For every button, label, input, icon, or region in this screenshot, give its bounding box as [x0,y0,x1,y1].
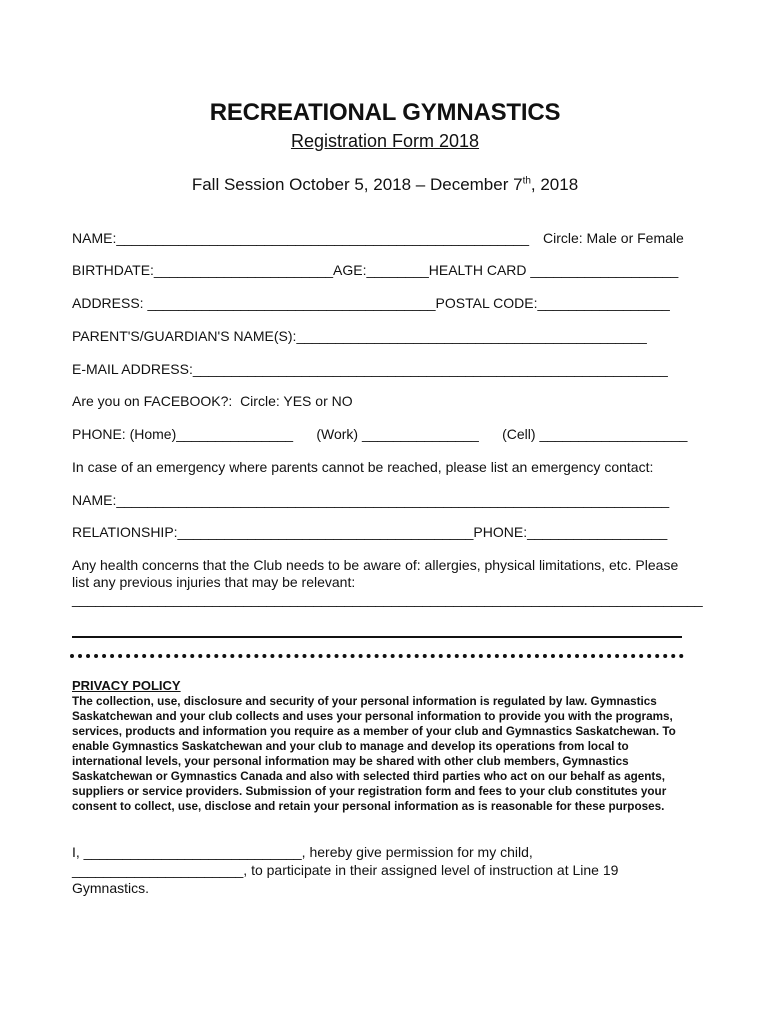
emergency-relationship-phone-field[interactable]: RELATIONSHIP:______________________________________PHONE:__________________ [72,524,668,540]
session-dates [0,175,770,195]
section-divider [70,654,684,658]
session-dates-text: Fall Session October 5, 2018 – December 7 [191,175,523,194]
session-dates-year: , 2018 [530,175,579,194]
consent-statement [72,843,684,897]
form-subtitle: Registration Form 2018 [290,131,480,151]
emergency-name-field[interactable]: NAME:_______________________________________________________________________ [72,492,670,508]
email-field[interactable]: E-MAIL ADDRESS:_____________________________________________________________ [72,361,668,377]
health-concerns-prompt: Any health concerns that the Club needs to be aware of: allergies, physical limitations, etc. Please list any previous injuries that may be relevant: [72,557,679,590]
session-dates-superscript: th [522,175,531,187]
birthdate-age-healthcard-field[interactable]: BIRTHDATE:_______________________AGE:________HEALTH CARD ___________________ [72,262,679,278]
consent-line-end: Gymnastics. [72,880,150,896]
name-field[interactable]: NAME:_____________________________________________________ [72,230,530,246]
consent-line-child[interactable]: ______________________, to participate in their assigned level of instruction at Line 19 [72,862,619,878]
form-title: RECREATIONAL GYMNASTICS [209,99,561,126]
health-concerns-line-2[interactable] [72,636,682,638]
privacy-policy-heading: PRIVACY POLICY [72,678,181,693]
address-postal-field[interactable]: ADDRESS: _____________________________________POSTAL CODE:_________________ [72,295,670,311]
phone-fields[interactable]: PHONE: (Home)_______________ (Work) _______________ (Cell) ___________________ [72,426,688,442]
guardian-name-field[interactable]: PARENT'S/GUARDIAN'S NAME(S):_____________________________________________ [72,328,647,344]
emergency-intro: In case of an emergency where parents cannot be reached, please list an emergency contact: [72,459,654,475]
consent-line-parent[interactable]: I, ____________________________, hereby give permission for my child, [72,844,533,860]
facebook-question[interactable]: Are you on FACEBOOK?: Circle: YES or NO [72,393,353,409]
privacy-policy-text: The collection, use, disclosure and security of your personal information is regulated by law. Gymnastics Saskatchewan and your club collects and uses your personal information to provide you with the programs, services, products and information you require as a member of your club and Gymnastics Saskatchewan. To enable Gymnastics Saskatchewan and your club to manage and develop its operations from local to international levels, your personal information may be shared with other club members, Gymnastics Saskatchewan or Gymnastics Canada and also with selected third parties who act on our behalf as agents, suppliers or service providers. Submission of your registration form and fees to your club constitutes your consent to collect, use, disclose and retain your personal information as is reasonable for these purposes. [72,695,676,813]
health-concerns-line[interactable]: _________________________________________________________________________________ [72,591,703,607]
gender-field[interactable]: Circle: Male or Female [543,230,684,246]
